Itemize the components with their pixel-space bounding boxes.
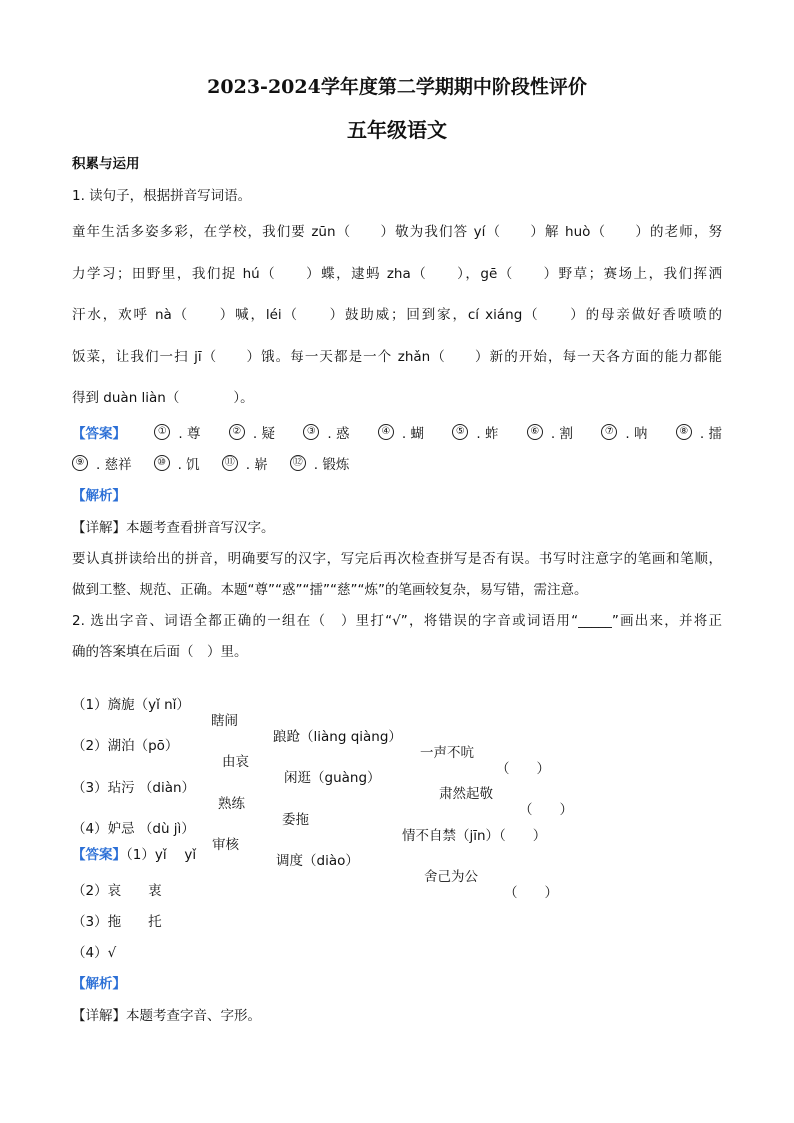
answer-tag: 【答案】 [72,426,126,442]
detail-text: 【详解】本题考查字音、字形。 [72,1008,261,1024]
q2-stem: 确的答案填在后面（ ）里。 [72,644,248,660]
answer-item: ② . 疑 [229,422,275,442]
q2-answer-line: （2）哀 衷 [72,883,162,899]
q1-answer-row [72,422,722,442]
q2-answer-line: （4）√ [72,945,117,961]
q1-stem: 1. 读句子，根据拼音写词语。 [72,188,252,204]
page-title: 2023-2024学年度第二学期期中阶段性评价 [207,76,587,98]
answer-item: ⑥ . 割 [527,422,573,442]
answer-item: ① . 尊 [154,422,200,442]
answer-item: ⑦ . 呐 [601,422,647,442]
q1-line: 饭菜，让我们一扫 jī（ ）饿。每一天都是一个 zhǎn（ ）新的开始，每一天各方面的能力都能 [72,349,722,365]
answer-item: ⑪ . 崭 [222,453,268,473]
answer-tag: 【答案】 [72,847,126,863]
section-heading: 积累与运用 [72,156,140,172]
answer-item: ④ . 蝴 [378,422,424,442]
q2-stem: 2. 选出字音、词语全都正确的一组在（ ）里打“√”，将错误的字音或词语用“_____”画出来，并将正 [72,613,722,629]
q2-option: （2）湖泊（pō） 由哀 闲逛（guàng） 肃然起敬 （ ） [72,738,573,818]
page-subtitle: 五年级语文 [347,118,447,142]
analysis-tag: 【解析】 [72,976,126,992]
explanation-text: 要认真拼读给出的拼音，明确要写的汉字，写完后再次检查拼写是否有误。书写时注意字的笔画和笔顺， [72,551,722,567]
answer-item: ③ . 惑 [303,422,349,442]
answer-item: ⑨ . 慈祥 [72,453,132,473]
q2-option: （4）妒忌 （dù jì） 审核 调度（diào） 舍己为公 （ ） [72,821,558,901]
analysis-tag: 【解析】 [72,488,126,504]
explanation-text: 做到工整、规范、正确。本题“尊”“惑”“擂”“慈”“炼”的笔画较复杂，易写错，需注意。 [72,582,588,598]
q1-line: 童年生活多姿多彩，在学校，我们要 zūn（ ）敬为我们答 yí（ ）解 huò（ ）的老师，努 [72,224,722,240]
answer-item: ⑧ . 擂 [676,422,722,442]
q1-line: 力学习；田野里，我们捉 hú（ ）蝶，逮蚂 zha（ ），gē（ ）野草；赛场上，我们挥洒 [72,266,722,282]
detail-text: 【详解】本题考查看拼音写汉字。 [72,520,275,536]
answer-item: ⑫ . 锻炼 [290,453,350,473]
q1-line: 得到 duàn liàn（ ）。 [72,390,254,406]
q2-answer: 【答案】（1）yǐ yǐ [72,847,197,863]
q1-answer-row [72,453,349,473]
q2-option: （1）旖旎（yǐ nǐ） 瞎闹 踉跄（liàng qiàng） 一声不吭 （ ） [72,697,550,777]
q2-option: （3）玷污 （diàn） 熟练 委拖 情不自禁（jīn）（ ） [72,780,547,844]
q2-answer-line: （3）拖 托 [72,914,162,930]
q1-line: 汗水，欢呼 nà（ ）喊，léi（ ）鼓助威；回到家，cí xiáng（ ）的母亲做好香喷喷的 [72,307,722,323]
answer-item: ⑤ . 蚱 [452,422,498,442]
answer-item: ⑩ . 饥 [154,453,200,473]
